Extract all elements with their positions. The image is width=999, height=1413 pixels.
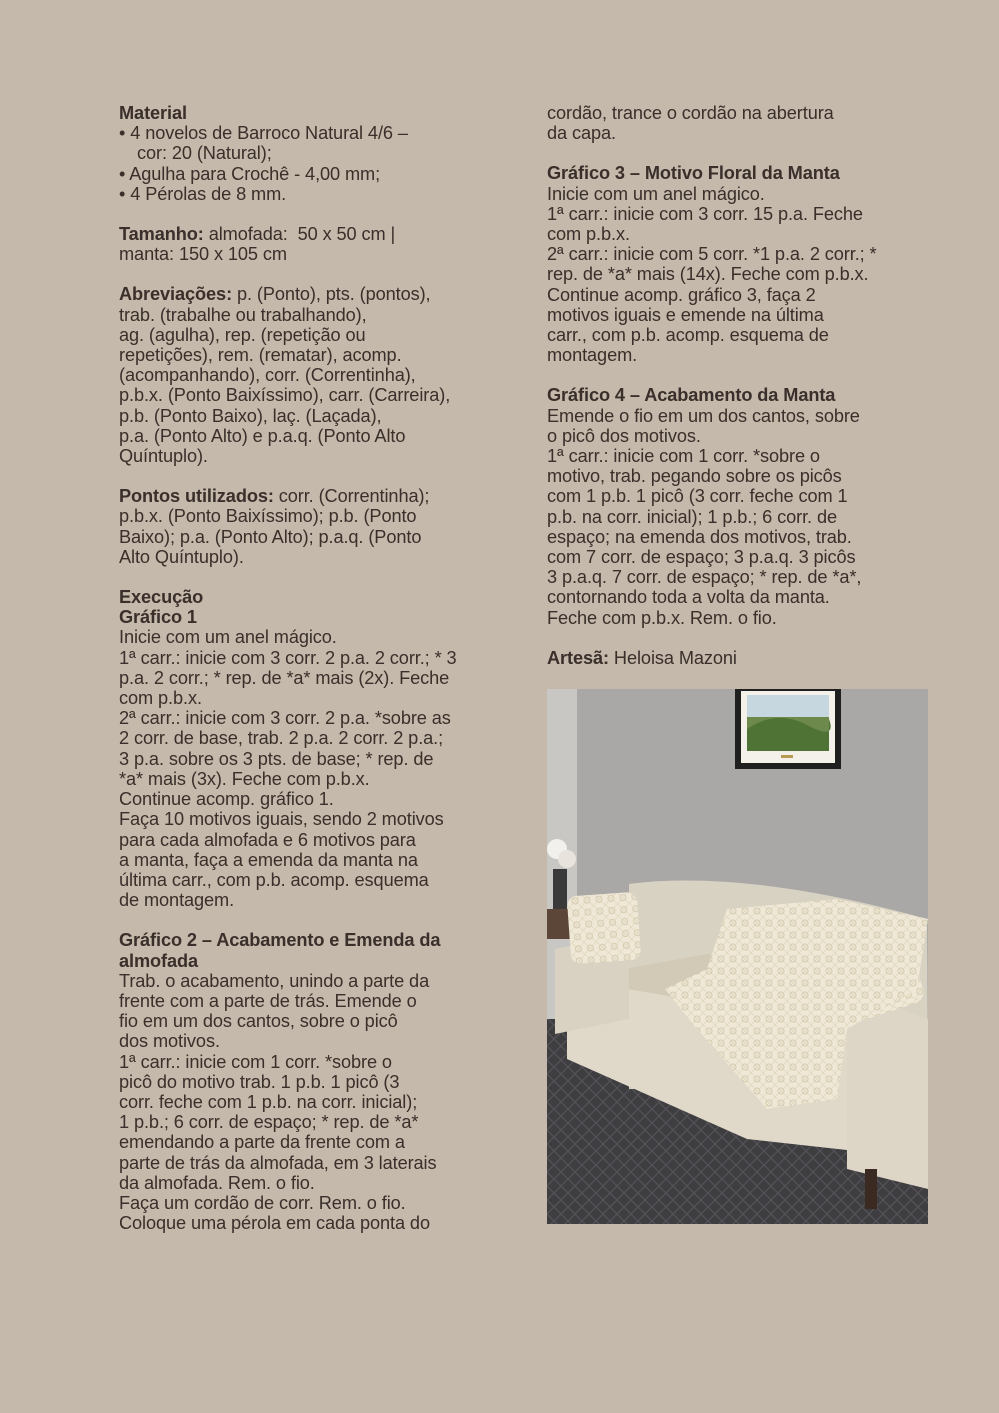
material-heading: Material [119,103,187,123]
tamanho-line: manta: 150 x 105 cm [119,244,287,265]
grafico4-line: Feche com p.b.x. Rem. o fio. [547,607,777,628]
grafico2-line: 1 p.b.; 6 corr. de espaço; * rep. de *a* [119,1112,419,1133]
material-line: • 4 novelos de Barroco Natural 4/6 – [119,123,408,144]
material-section [119,103,514,204]
grafico2-line: da almofada. Rem. o fio. [119,1172,315,1193]
grafico2-heading: almofada [119,950,199,971]
execucao-line: com p.b.x. [119,688,202,709]
sofa-photo [547,689,928,1224]
abreviacoes-section [119,284,514,466]
continuation-section [547,103,932,143]
pontos-line [119,486,514,506]
grafico2-heading: Gráfico 2 – Acabamento e Emenda da [119,930,441,951]
abreviacoes-line [119,284,514,304]
pontos-label: Pontos utilizados: [119,486,274,507]
execucao-line: Faça 10 motivos iguais, sendo 2 motivos [119,809,444,830]
execucao-line: *a* mais (3x). Feche com p.b.x. [119,768,370,789]
grafico3-line: Inicie com um anel mágico. [547,183,765,204]
execucao-line: Continue acomp. gráfico 1. [119,789,334,810]
grafico3-line: carr., com p.b. acomp. esquema de [547,325,829,346]
grafico3-line: 2ª carr.: inicie com 5 corr. *1 p.a. 2 corr.; * [547,244,877,265]
execucao-line: 3 p.a. sobre os 3 pts. de base; * rep. de [119,748,434,769]
grafico4-line: o picô dos motivos. [547,425,701,446]
abreviacoes-line: p.b.x. (Ponto Baixíssimo), carr. (Carreira), [119,385,451,406]
grafico2-line: corr. feche com 1 p.b. na corr. inicial); [119,1091,418,1112]
grafico4-line: espaço; na emenda dos motivos, trab. [547,526,852,547]
grafico2-line: fio em um dos cantos, sobre o picô [119,1011,398,1032]
material-line: cor: 20 (Natural); [137,143,272,164]
grafico3-line: com p.b.x. [547,224,630,245]
execucao-line: de montagem. [119,890,235,911]
artesa-label: Artesã: [547,647,609,668]
grafico4-line: 1ª carr.: inicie com 1 corr. *sobre o [547,446,820,467]
abreviacoes-line: Quíntuplo). [119,446,208,467]
abreviacoes-line: trab. (trabalhe ou trabalhando), [119,304,367,325]
pontos-line: p.b.x. (Ponto Baixíssimo); p.b. (Ponto [119,506,417,527]
grafico2-line: parte de trás da almofada, em 3 laterais [119,1152,437,1173]
grafico4-line: 3 p.a.q. 7 corr. de espaço; * rep. de *a*, [547,567,862,588]
grafico3-section [547,163,932,365]
material-line: • 4 Pérolas de 8 mm. [119,183,287,204]
grafico4-section [547,385,932,627]
execucao-line: 1ª carr.: inicie com 3 corr. 2 p.a. 2 corr.; * 3 [119,647,457,668]
abreviacoes-line: ag. (agulha), rep. (repetição ou [119,324,366,345]
artesa-section [547,648,932,668]
grafico4-line: Emende o fio em um dos cantos, sobre [547,405,860,426]
grafico2-line: frente com a parte de trás. Emende o [119,990,417,1011]
abreviacoes-line: repetições), rem. (rematar), acomp. [119,345,402,366]
grafico3-line: rep. de *a* mais (14x). Feche com p.b.x. [547,264,869,285]
execucao-line: Inicie com um anel mágico. [119,627,337,648]
artesa-name: Heloisa Mazoni [608,647,737,668]
execucao-line: para cada almofada e 6 motivos para [119,829,416,850]
execucao-section [119,587,514,910]
left-column [119,103,514,1253]
abreviacoes-line: p.b. (Ponto Baixo), laç. (Laçada), [119,405,382,426]
grafico2-line: dos motivos. [119,1031,220,1052]
grafico1-heading: Gráfico 1 [119,607,197,628]
grafico4-line: motivo, trab. pegando sobre os picôs [547,466,842,487]
pontos-line: Alto Quíntuplo). [119,546,244,567]
pontos-value: corr. (Correntinha); [273,486,430,507]
grafico4-line: contornando toda a volta da manta. [547,587,830,608]
pontos-section [119,486,514,567]
grafico4-line: com 7 corr. de espaço; 3 p.a.q. 3 picôs [547,547,856,568]
tamanho-line [119,224,514,244]
pontos-line: Baixo); p.a. (Ponto Alto); p.a.q. (Ponto [119,526,422,547]
execucao-line: a manta, faça a emenda da manta na [119,849,418,870]
grafico2-line: Coloque uma pérola em cada ponta do [119,1213,430,1234]
grafico3-line: motivos iguais e emende na última [547,304,824,325]
grafico2-line: Trab. o acabamento, unindo a parte da [119,970,430,991]
grafico2-line: Faça um cordão de corr. Rem. o fio. [119,1192,406,1213]
tamanho-value: almofada: 50 x 50 cm | [203,224,396,245]
abreviacoes-line: (acompanhando), corr. (Correntinha), [119,365,416,386]
grafico3-line: 1ª carr.: inicie com 3 corr. 15 p.a. Feche [547,203,863,224]
right-column [547,103,932,688]
tamanho-section [119,224,514,264]
execucao-heading: Execução [119,587,204,608]
abreviacoes-value: p. (Ponto), pts. (pontos), [232,284,431,305]
material-line: • Agulha para Crochê - 4,00 mm; [119,163,381,184]
execucao-line: 2 corr. de base, trab. 2 p.a. 2 corr. 2 p.a.; [119,728,444,749]
grafico3-line: Continue acomp. gráfico 3, faça 2 [547,284,816,305]
grafico3-line: montagem. [547,345,638,366]
execucao-line: 2ª carr.: inicie com 3 corr. 2 p.a. *sobre as [119,708,451,729]
execucao-line: última carr., com p.b. acomp. esquema [119,869,429,890]
artesa-line [547,648,932,668]
continuation-line: cordão, trance o cordão na abertura [547,103,834,123]
grafico4-heading: Gráfico 4 – Acabamento da Manta [547,385,836,406]
abreviacoes-label: Abreviações: [119,284,233,305]
grafico4-line: p.b. na corr. inicial); 1 p.b.; 6 corr. de [547,506,837,527]
tamanho-label: Tamanho: [119,224,204,245]
continuation-line: da capa. [547,123,616,144]
grafico2-section [119,930,514,1233]
grafico2-line: emendando a parte da frente com a [119,1132,405,1153]
grafico2-line: picô do motivo trab. 1 p.b. 1 picô (3 [119,1071,400,1092]
grafico3-heading: Gráfico 3 – Motivo Floral da Manta [547,163,840,184]
grafico2-line: 1ª carr.: inicie com 1 corr. *sobre o [119,1051,392,1072]
execucao-line: p.a. 2 corr.; * rep. de *a* mais (2x). Feche [119,667,450,688]
sofa-photo-illustration [547,689,928,1224]
grafico4-line: com 1 p.b. 1 picô (3 corr. feche com 1 [547,486,848,507]
abreviacoes-line: p.a. (Ponto Alto) e p.a.q. (Ponto Alto [119,425,406,446]
